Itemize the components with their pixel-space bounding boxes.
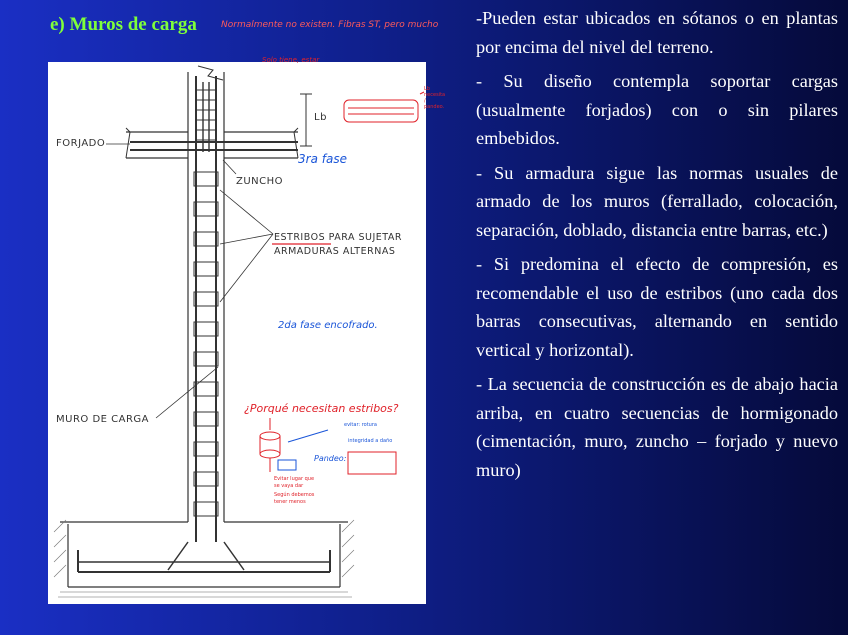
annotation-blue-1: evitar: rotura: [344, 422, 377, 428]
annotation-blue-2: integridad a daño: [348, 438, 393, 444]
label-muro: MURO DE CARGA: [56, 414, 150, 425]
annotation-phase-3: 3ra fase: [298, 152, 347, 166]
title-handwritten-note: Normalmente no existen. Fibras ST, pero mucho: [221, 20, 439, 30]
label-forjado: FORJADO: [56, 138, 106, 149]
paragraph-1: -Pueden estar ubicados en sótanos o en plantas por encima del nivel del terreno.: [476, 8, 838, 57]
paragraph-5: - La secuencia de construcción es de abajo hacia arriba, en cuatro secuencias de hormigonado (cimentación, muro, zuncho – forjado y nuevo muro): [476, 374, 838, 480]
annotation-bottom-3: Según debemos: [274, 492, 315, 498]
bullet-text: [476, 4, 838, 490]
annotation-bottom-1: Evitar lugar que: [274, 476, 315, 482]
paragraph-2: - Su diseño contempla soportar cargas (usualmente forjados) con o sin pilares embebidos.: [476, 71, 838, 148]
annotation-top-red: Solo tiene, estar: [262, 56, 320, 64]
label-estribos-2: ARMADURAS ALTERNAS: [274, 246, 396, 257]
annotation-side-note: Lb necesita / pandeo.: [424, 86, 446, 110]
paragraph-4: - Si predomina el efecto de compresión, es recomendable el uso de estribos (uno cada dos barras consecutivas, alternando en sentido vertical y horizontal).: [476, 254, 838, 360]
paragraph-3: - Su armadura sigue las normas usuales de armado de los muros (ferrallado, colocación, separación, doblado, distancia entre barras, etc.): [476, 162, 838, 240]
annotation-bottom-4: tener menos: [274, 499, 306, 505]
annotation-question: ¿Porqué necesitan estribos?: [244, 402, 399, 415]
annotation-pandeo: Pandeo:: [314, 454, 347, 463]
annotation-bottom-2: se vaya dar: [274, 483, 304, 489]
wall-diagram: [48, 56, 446, 604]
slide-title: e) Muros de carga: [50, 14, 197, 35]
label-estribos-1: ESTRIBOS PARA SUJETAR: [274, 232, 402, 243]
label-lb: Lb: [314, 112, 327, 123]
annotation-phase-2: 2da fase encofrado.: [278, 320, 378, 331]
label-zuncho: ZUNCHO: [236, 176, 284, 187]
